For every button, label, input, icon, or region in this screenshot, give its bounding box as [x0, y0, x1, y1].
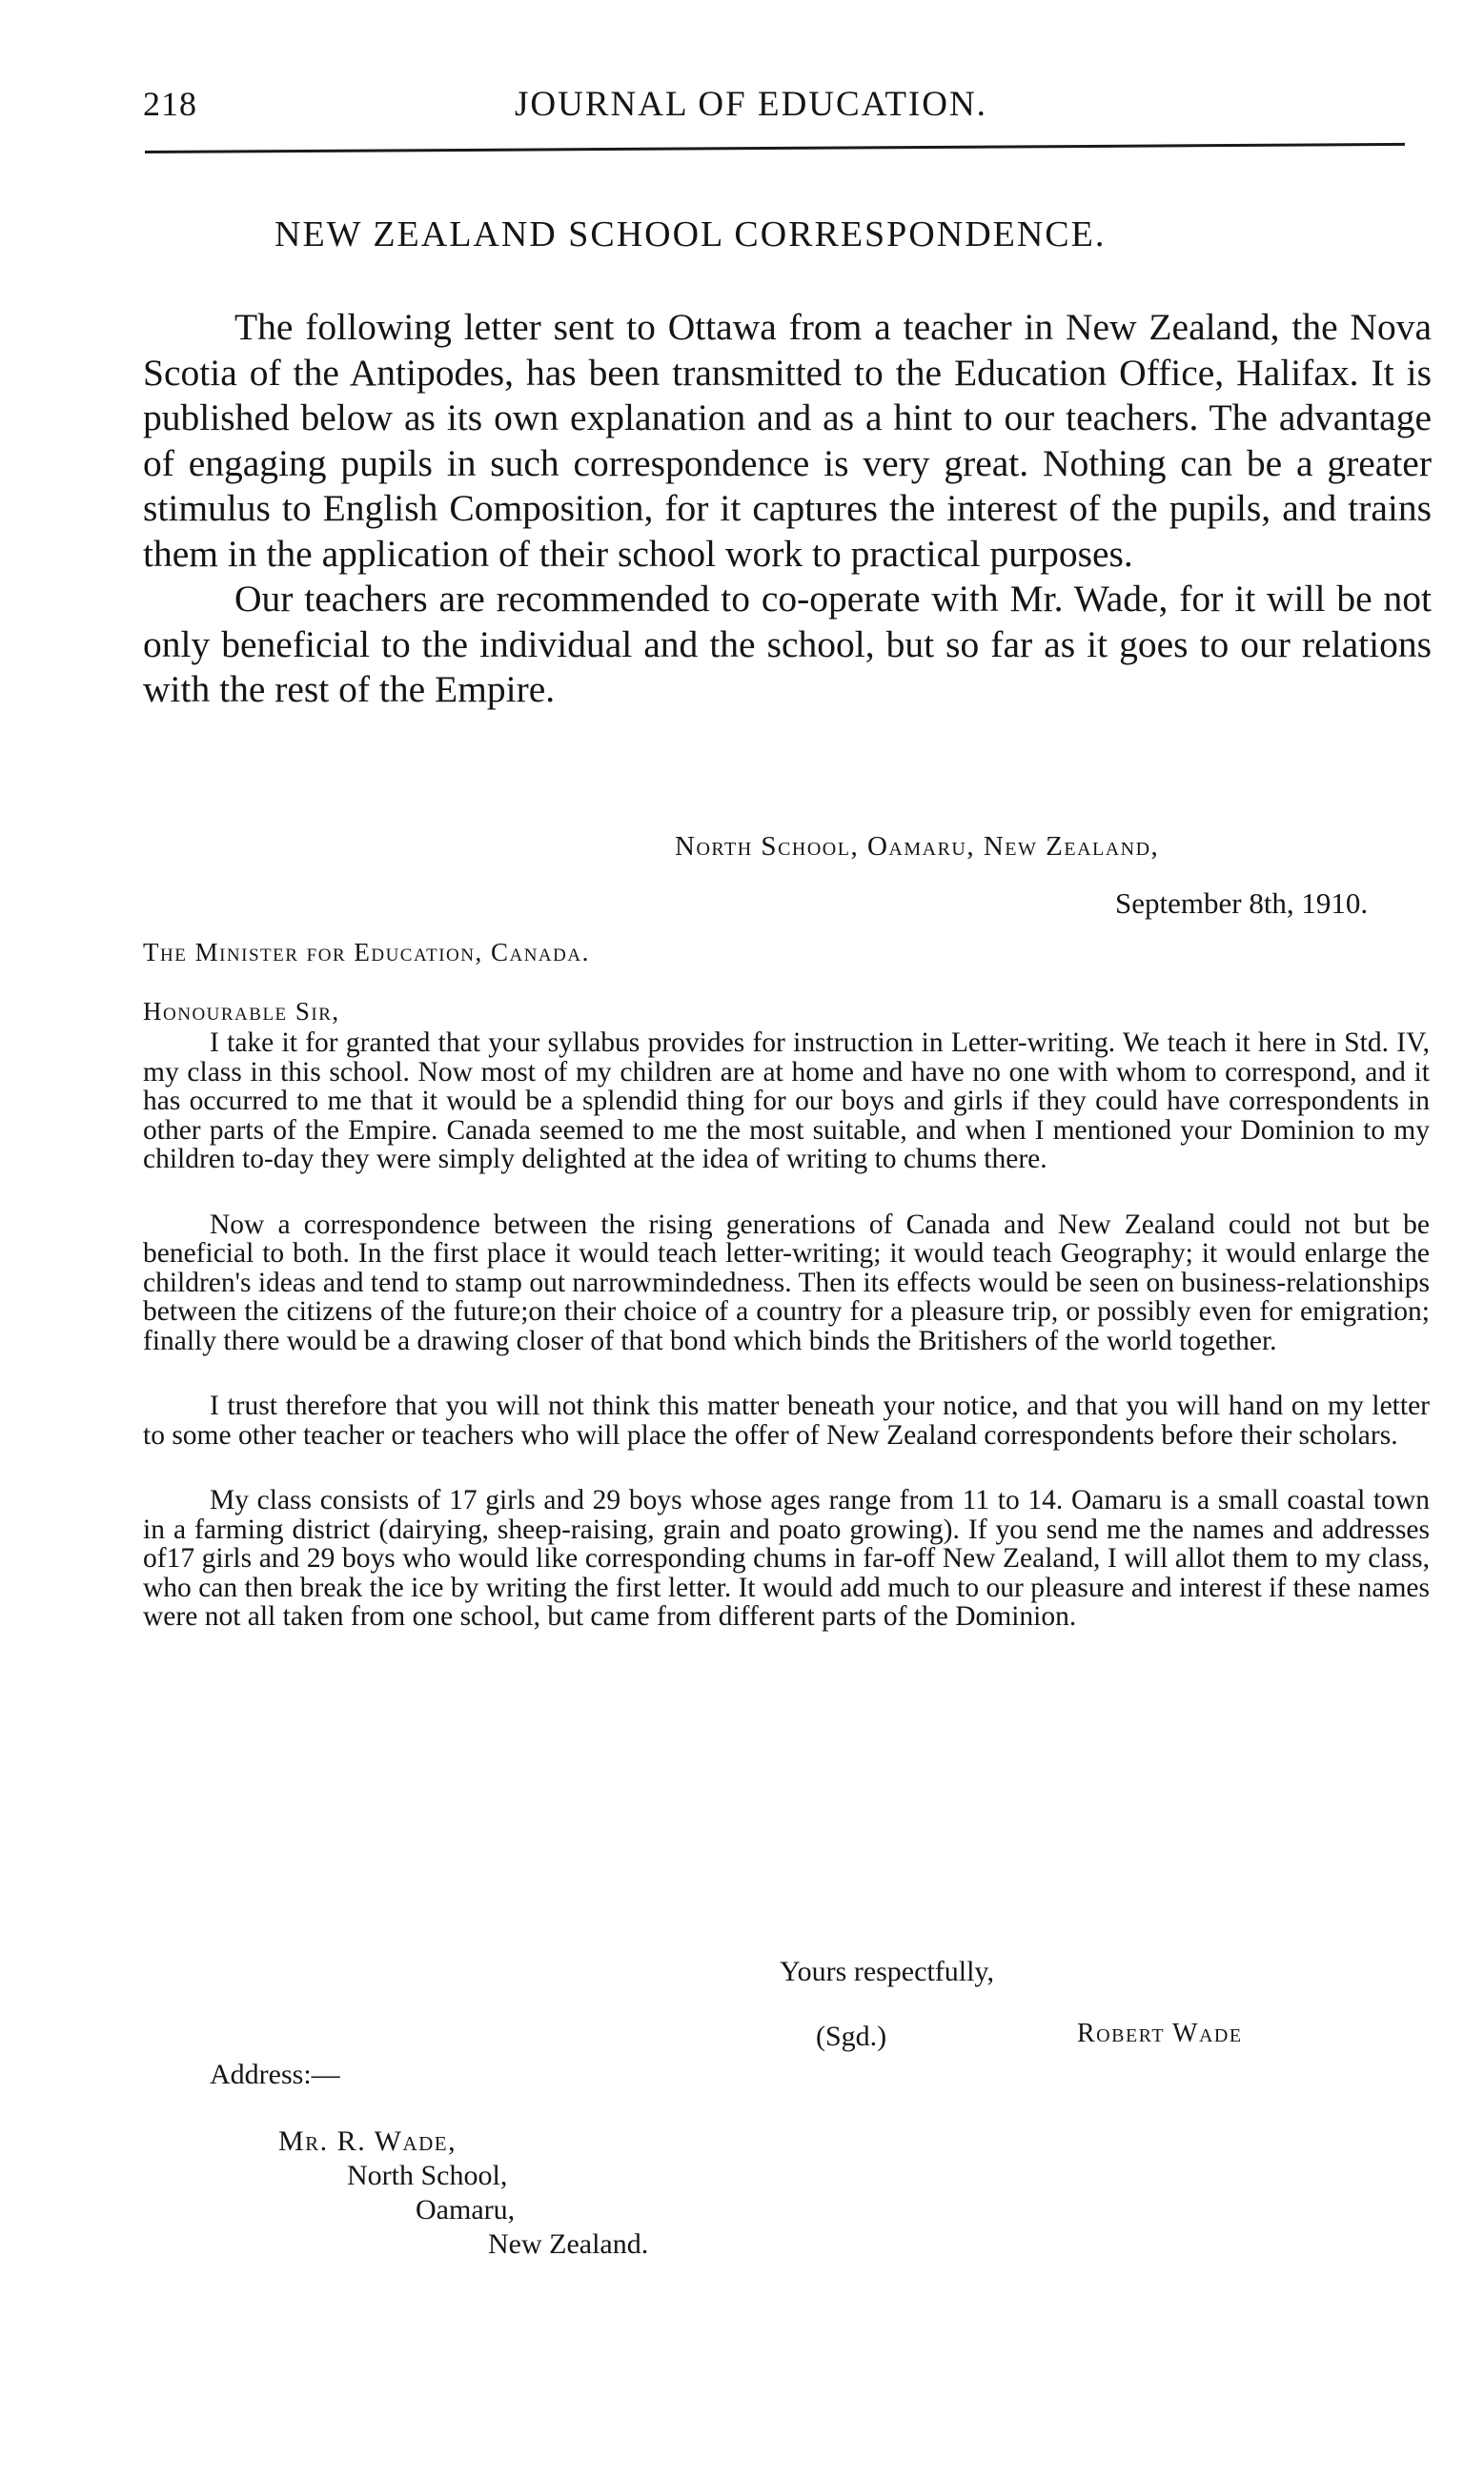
- addressee: The Minister for Education, Canada.: [143, 938, 590, 966]
- letter-paragraph: Now a correspondence between the rising generations of Canada and New Zealand could not but be beneficial to both. In the first place it would teach letter-writing; it would teach Geography; it would enlarge the children's ideas and tend to stamp out narrowmindedness. Then its effects would be seen on business-relationships between the citizens of the future;on their choice of a country for a pleasure trip, or possibly even for emigration; finally there would be a drawing closer of that bond which binds the Britishers of the world together.: [143, 1209, 1430, 1356]
- header-rule: [145, 143, 1405, 153]
- address-label: Address:—: [210, 2059, 340, 2090]
- letter-paragraph: My class consists of 17 girls and 29 boys whose ages range from 11 to 14. Oamaru is a small coastal town in a farming district (dairying, sheep-raising, grain and poato growing). If you send me the names and addresses of17 girls and 29 boys who would like corresponding chums in far-off New Zealand, I will allot them to my class, who can then break the ice by writing the first letter. It would add much to our pleasure and interest if these names were not all taken from one school, but came from different parts of the Dominion.: [143, 1485, 1430, 1632]
- page-number: 218: [143, 85, 197, 123]
- letter-date: September 8th, 1910.: [1115, 886, 1369, 920]
- running-head: [143, 84, 1372, 141]
- journal-title: JOURNAL OF EDUCATION.: [515, 85, 987, 124]
- closing: Yours respectfully,: [780, 1956, 994, 1987]
- address-line: North School,: [347, 2160, 508, 2191]
- address-line: Oamaru,: [416, 2194, 516, 2226]
- signed-mark: (Sgd.): [816, 2021, 887, 2052]
- letter-body: [143, 997, 1430, 1668]
- address-line: New Zealand.: [488, 2228, 649, 2260]
- intro-section: [143, 305, 1432, 713]
- letter-paragraph: I take it for granted that your syllabus provides for instruction in Letter-writing. We teach it here in Std. IV, my class in this school. Now most of my children are at home and have no one with whom to correspond, and it has occurred to me that it would be a splendid thing for our boys and girls if they could have correspondents in other parts of the Empire. Canada seemed to me the most suitable, and when I mentioned your Dominion to my children to-day they were simply delighted at the idea of writing to chums there.: [143, 1027, 1430, 1174]
- letter-paragraph: I trust therefore that you will not think this matter beneath your notice, and that you will hand on my letter to some other teacher or teachers who will place the offer of New Zealand correspondents before their scholars.: [143, 1391, 1430, 1451]
- intro-paragraph: Our teachers are recommended to co-operate with Mr. Wade, for it will be not only beneficial to the individual and the school, but so far as it goes to our relations with the rest of the Empire.: [143, 578, 1432, 710]
- letterhead: North School, Oamaru, New Zealand,: [675, 831, 1160, 862]
- address-line: Mr. R. Wade,: [278, 2125, 457, 2157]
- signer-name: Robert Wade: [1077, 2019, 1243, 2048]
- article-title: NEW ZEALAND SCHOOL CORRESPONDENCE.: [274, 214, 1107, 254]
- salutation: Honourable Sir,: [143, 997, 340, 1026]
- intro-paragraph: The following letter sent to Ottawa from a teacher in New Zealand, the Nova Scotia of the Antipodes, has been transmitted to the Education Office, Halifax. It is published below as its own explanation and as a hint to our teachers. The advantage of engaging pupils in such correspondence is very great. Nothing can be a greater stimulus to English Composition, for it captures the interest of the pupils, and trains them in the application of their school work to practical purposes.: [143, 306, 1432, 575]
